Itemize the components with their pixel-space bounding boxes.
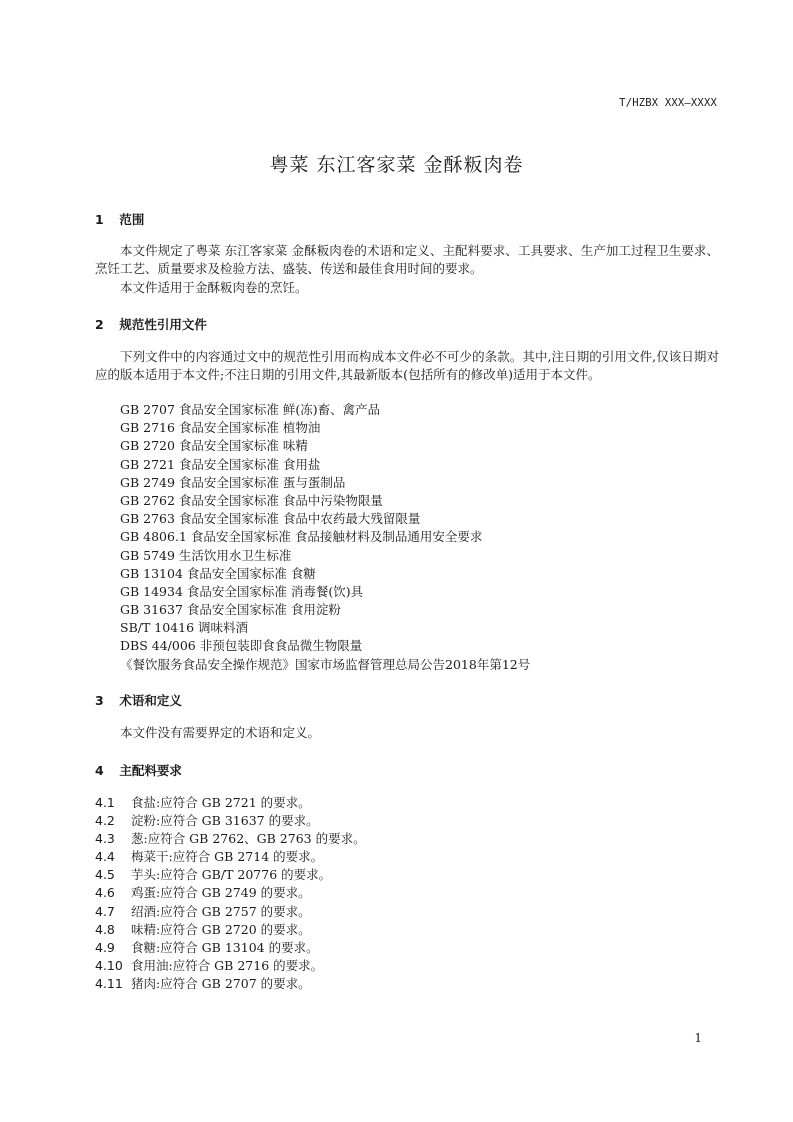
reference-item: GB 2716 食品安全国家标准 植物油	[120, 420, 321, 436]
document-code: T/HZBX XXX—XXXX	[619, 97, 717, 109]
requirement-number: 4.5	[95, 867, 115, 883]
requirement-number: 4.8	[95, 921, 115, 937]
reference-item: GB 2720 食品安全国家标准 味精	[120, 438, 308, 454]
requirement-text: 食盐:应符合 GB 2721 的要求。	[131, 795, 311, 810]
requirement-item	[95, 975, 366, 993]
requirement-text: 味精:应符合 GB 2720 的要求。	[131, 921, 311, 937]
reference-item: SB/T 10416 调味料酒	[120, 620, 249, 636]
paragraph: 本文件规定了粤菜 东江客家菜 金酥粄肉卷的术语和定义、主配料要求、工具要求、生产加工过程卫生要求、烹饪工艺、质量要求及检验方法、盛装、传送和最佳食用时间的要求。	[95, 243, 719, 276]
reference-list	[120, 401, 530, 674]
requirement-number: 4.2	[95, 813, 115, 829]
reference-item: DBS 44/006 非预包装即食食品微生物限量	[120, 638, 363, 654]
paragraph: 本文件适用于金酥粄肉卷的烹饪。	[120, 280, 308, 295]
paragraph: 下列文件中的内容通过文中的规范性引用而构成本文件必不可少的条款。其中,注日期的引用文件,仅该日期对应的版本适用于本文件;不注日期的引用文件,其最新版本(包括所有的修改单)适用于本文件。	[95, 349, 719, 382]
reference-item: GB 2762 食品安全国家标准 食品中污染物限量	[120, 492, 383, 508]
section-number: 3	[95, 693, 104, 708]
reference-item: GB 13104 食品安全国家标准 食糖	[120, 565, 316, 581]
requirement-number: 4.6	[95, 885, 115, 901]
document-title: 粤菜 东江客家菜 金酥粄肉卷	[269, 154, 524, 176]
reference-item: GB 14934 食品安全国家标准 消毒餐(饮)具	[120, 583, 364, 599]
section-title: 范围	[119, 212, 145, 227]
section-title: 规范性引用文件	[119, 317, 207, 332]
requirement-text: 鸡蛋:应符合 GB 2749 的要求。	[131, 885, 311, 901]
requirement-text: 绍酒:应符合 GB 2757 的要求。	[131, 903, 311, 919]
requirement-item	[95, 921, 366, 939]
reference-item: GB 4806.1 食品安全国家标准 食品接触材料及制品通用安全要求	[120, 529, 483, 545]
requirement-item	[95, 830, 366, 848]
requirement-number: 4.1	[95, 795, 115, 810]
requirement-item	[95, 903, 366, 921]
requirement-number: 4.4	[95, 849, 115, 865]
requirement-text: 猪肉:应符合 GB 2707 的要求。	[131, 975, 311, 991]
requirement-item	[95, 866, 366, 884]
requirement-number: 4.10	[95, 957, 123, 973]
section-heading-scope	[95, 210, 144, 228]
reference-item: GB 31637 食品安全国家标准 食用淀粉	[120, 602, 341, 618]
section-title: 主配料要求	[119, 763, 182, 778]
section-title: 术语和定义	[119, 693, 182, 708]
requirement-list	[95, 794, 366, 993]
reference-item: GB 2721 食品安全国家标准 食用盐	[120, 456, 321, 472]
section-number: 4	[95, 763, 104, 778]
requirement-item	[95, 812, 366, 830]
requirement-text: 淀粉:应符合 GB 31637 的要求。	[131, 813, 319, 829]
reference-item: GB 2707 食品安全国家标准 鲜(冻)畜、禽产品	[120, 402, 381, 417]
reference-item: 《餐饮服务食品安全操作规范》国家市场监督管理总局公告2018年第12号	[120, 656, 531, 672]
requirement-number: 4.11	[95, 975, 123, 991]
requirement-item	[95, 939, 366, 957]
section-number: 1	[95, 212, 104, 227]
page-number: 1	[694, 1031, 702, 1045]
requirement-item	[95, 957, 366, 975]
requirement-item	[95, 794, 366, 812]
requirement-number: 4.3	[95, 831, 115, 847]
section-heading-main-ingredients	[95, 761, 182, 779]
requirement-text: 食用油:应符合 GB 2716 的要求。	[131, 957, 324, 973]
requirement-text: 芋头:应符合 GB/T 20776 的要求。	[131, 867, 332, 883]
section-heading-normative-references	[95, 315, 207, 333]
reference-item: GB 2763 食品安全国家标准 食品中农药最大残留限量	[120, 511, 421, 527]
requirement-item	[95, 884, 366, 902]
requirement-item	[95, 848, 366, 866]
requirement-number: 4.9	[95, 939, 115, 955]
requirement-text: 食糖:应符合 GB 13104 的要求。	[131, 939, 319, 955]
requirement-number: 4.7	[95, 903, 115, 919]
requirement-text: 葱:应符合 GB 2762、GB 2763 的要求。	[131, 831, 366, 847]
section-number: 2	[95, 317, 104, 332]
paragraph: 本文件没有需要界定的术语和定义。	[120, 725, 321, 740]
reference-item: GB 5749 生活饮用水卫生标准	[120, 547, 292, 563]
section-heading-terms-definitions	[95, 691, 182, 709]
reference-item: GB 2749 食品安全国家标准 蛋与蛋制品	[120, 474, 346, 490]
requirement-text: 梅菜干:应符合 GB 2714 的要求。	[131, 849, 324, 865]
